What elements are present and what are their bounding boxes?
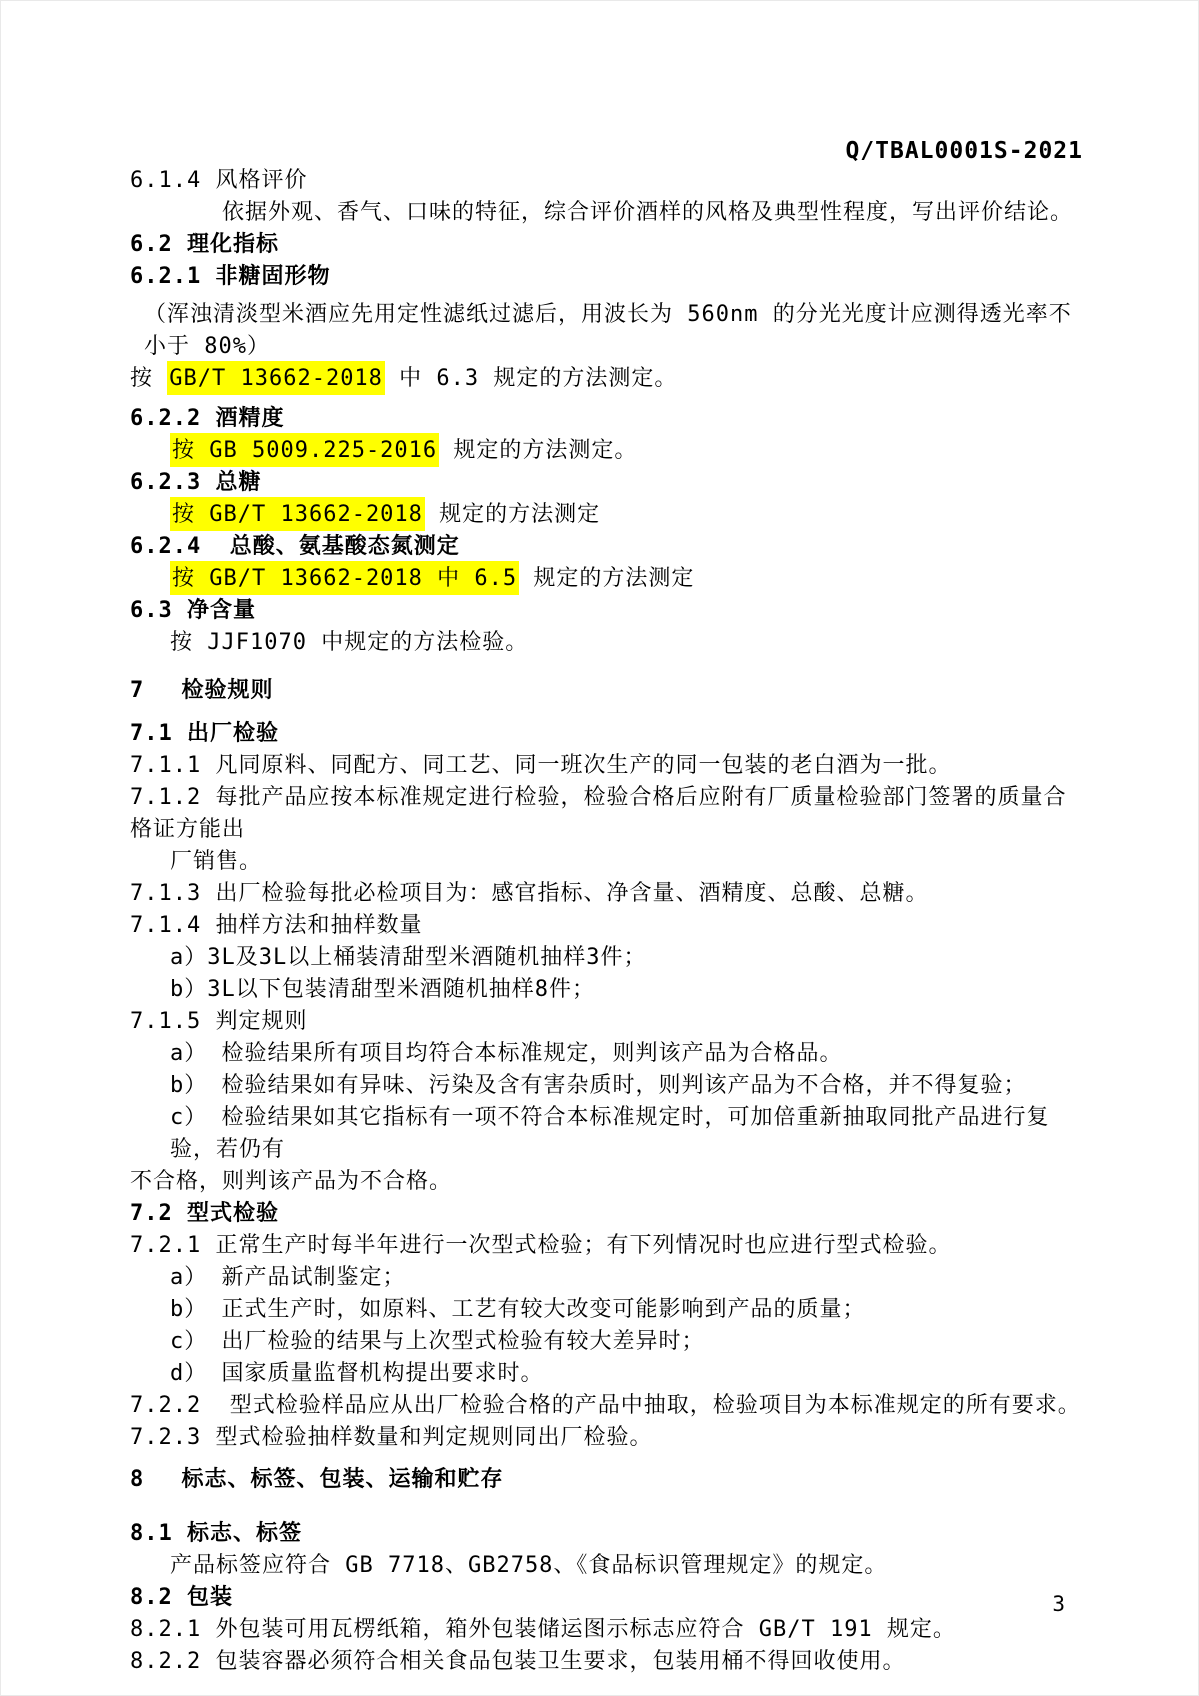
- text-segment: 中 6.3 规定的方法测定。: [384, 366, 678, 391]
- text-segment: b） 检验结果如有异味、污染及含有害杂质时，则判该产品为不合格，并不得复验；: [170, 1073, 1027, 1098]
- text-segment: 按 JJF1070 中规定的方法检验。: [170, 630, 529, 655]
- text-segment: 6.2.4 总酸、氨基酸态氮测定: [130, 534, 460, 559]
- heading-6-2-3: [130, 467, 1087, 499]
- text-segment: 7.1.2 每批产品应按本标准规定进行检验，检验合格后应附有厂质量检验部门签署的质量合格证方能出: [130, 785, 1067, 842]
- heading-6-2: [130, 229, 1087, 261]
- text-segment: 6.2.1 非糖固形物: [130, 264, 331, 289]
- text-segment: 规定的方法测定。: [439, 438, 638, 463]
- text-segment: 8.2.1 外包装可用瓦楞纸箱，箱外包装储运图示标志应符合 GB/T 191 规定。: [130, 1617, 956, 1642]
- text-segment: d） 国家质量监督机构提出要求时。: [170, 1361, 544, 1386]
- para-7-2-1: [130, 1230, 1087, 1262]
- highlighted-text: 按 GB/T 13662-2018: [170, 497, 425, 531]
- para-6-3-method: [130, 627, 1087, 659]
- highlighted-text: GB/T 13662-2018: [167, 361, 385, 395]
- text-segment: 6.1.4 风格评价: [130, 168, 308, 193]
- text-segment: 按: [130, 366, 168, 391]
- para-6-1-4: [130, 197, 1087, 229]
- text-segment: 7.1 出厂检验: [130, 721, 279, 746]
- heading-8: [130, 1464, 1087, 1496]
- text-segment: 规定的方法测定: [424, 502, 601, 527]
- list-7-2-1-a: [130, 1262, 1087, 1294]
- heading-6-2-4: [130, 531, 1087, 563]
- text-segment: a） 检验结果所有项目均符合本标准规定，则判该产品为合格品。: [170, 1041, 843, 1066]
- highlighted-text: 按 GB 5009.225-2016: [170, 433, 439, 467]
- text-segment: 8.2 包装: [130, 1585, 233, 1610]
- list-7-2-1-c: [130, 1326, 1087, 1358]
- text-segment: 产品标签应符合 GB 7718、GB2758、《食品标识管理规定》的规定。: [170, 1553, 888, 1578]
- heading-7: [130, 675, 1087, 707]
- text-segment: 6.3 净含量: [130, 598, 256, 623]
- text-segment: 7.1.3 出厂检验每批必检项目为：感官指标、净含量、酒精度、总酸、总糖。: [130, 881, 929, 906]
- para-7-1-3: [130, 878, 1087, 910]
- text-segment: 8.2.2 包装容器必须符合相关食品包装卫生要求，包装用桶不得回收使用。: [130, 1649, 906, 1674]
- text-segment: a）3L及3L以上桶装清甜型米酒随机抽样3件；: [170, 945, 647, 970]
- text-segment: 厂销售。: [170, 849, 263, 874]
- text-segment: 7 检验规则: [130, 678, 274, 703]
- para-8-2-1: [130, 1614, 1087, 1646]
- heading-7-1: [130, 718, 1087, 750]
- list-7-1-5-b: [130, 1070, 1087, 1102]
- para-7-1-2-line1: [130, 782, 1087, 846]
- highlighted-text: 按 GB/T 13662-2018 中 6.5: [170, 561, 519, 595]
- text-segment: 规定的方法测定: [519, 566, 695, 591]
- document-body: [130, 165, 1087, 1678]
- text-segment: 7.2.3 型式检验抽样数量和判定规则同出厂检验。: [130, 1425, 653, 1450]
- text-segment: 6.2 理化指标: [130, 232, 279, 257]
- text-segment: 7.2.2 型式检验样品应从出厂检验合格的产品中抽取，检验项目为本标准规定的所有要求。: [130, 1393, 1081, 1418]
- list-7-1-5-c-line2: [130, 1166, 1087, 1198]
- list-7-2-1-d: [130, 1358, 1087, 1390]
- text-segment: 7.1.1 凡同原料、同配方、同工艺、同一班次生产的同一包装的老白酒为一批。: [130, 753, 952, 778]
- page-number: 3: [1052, 1592, 1065, 1616]
- para-6-2-3-method: [130, 499, 1087, 531]
- text-segment: 8.1 标志、标签: [130, 1521, 302, 1546]
- para-6-2-2-method: [130, 435, 1087, 467]
- heading-8-2: [130, 1582, 1087, 1614]
- text-segment: c） 检验结果如其它指标有一项不符合本标准规定时，可加倍重新抽取同批产品进行复验，若仍有: [170, 1105, 1050, 1162]
- para-7-2-2: [130, 1390, 1087, 1422]
- text-segment: 6.2.3 总糖: [130, 470, 262, 495]
- text-segment: 7.1.4 抽样方法和抽样数量: [130, 913, 423, 938]
- text-segment: 不合格，则判该产品为不合格。: [130, 1169, 453, 1194]
- heading-6-2-1: [130, 261, 1087, 293]
- para-6-2-4-method: [130, 563, 1087, 595]
- text-segment: b）3L以下包装清甜型米酒随机抽样8件；: [170, 977, 595, 1002]
- para-6-2-1-method: [130, 363, 1087, 395]
- list-7-1-5-a: [130, 1038, 1087, 1070]
- list-7-2-1-b: [130, 1294, 1087, 1326]
- para-7-1-4: [130, 910, 1087, 942]
- para-8-1: [130, 1550, 1087, 1582]
- text-segment: c） 出厂检验的结果与上次型式检验有较大差异时；: [170, 1329, 705, 1354]
- text-segment: 7.2 型式检验: [130, 1201, 279, 1226]
- para-6-2-1-note: [130, 299, 1087, 363]
- para-7-1-1: [130, 750, 1087, 782]
- text-segment: 依据外观、香气、口味的特征，综合评价酒样的风格及典型性程度，写出评价结论。: [222, 200, 1074, 225]
- para-8-2-2: [130, 1646, 1087, 1678]
- list-7-1-4-b: [130, 974, 1087, 1006]
- heading-7-2: [130, 1198, 1087, 1230]
- text-segment: b） 正式生产时，如原料、工艺有较大改变可能影响到产品的质量；: [170, 1297, 866, 1322]
- text-segment: 8 标志、标签、包装、运输和贮存: [130, 1467, 504, 1492]
- text-segment: a） 新产品试制鉴定；: [170, 1265, 406, 1290]
- para-7-2-3: [130, 1422, 1087, 1454]
- text-segment: 7.2.1 正常生产时每半年进行一次型式检验；有下列情况时也应进行型式检验。: [130, 1233, 952, 1258]
- para-7-1-5: [130, 1006, 1087, 1038]
- text-segment: （浑浊清淡型米酒应先用定性滤纸过滤后，用波长为 560nm 的分光光度计应测得透光率不小于 80%）: [144, 302, 1072, 359]
- heading-6-2-2: [130, 403, 1087, 435]
- standard-number-header: Q/TBAL0001S-2021: [845, 138, 1083, 164]
- heading-6-3: [130, 595, 1087, 627]
- text-segment: 7.1.5 判定规则: [130, 1009, 308, 1034]
- list-7-1-4-a: [130, 942, 1087, 974]
- list-7-1-5-c-line1: [130, 1102, 1087, 1166]
- para-7-1-2-line2: [130, 846, 1087, 878]
- heading-6-1-4: [130, 165, 1087, 197]
- heading-8-1: [130, 1518, 1087, 1550]
- text-segment: 6.2.2 酒精度: [130, 406, 285, 431]
